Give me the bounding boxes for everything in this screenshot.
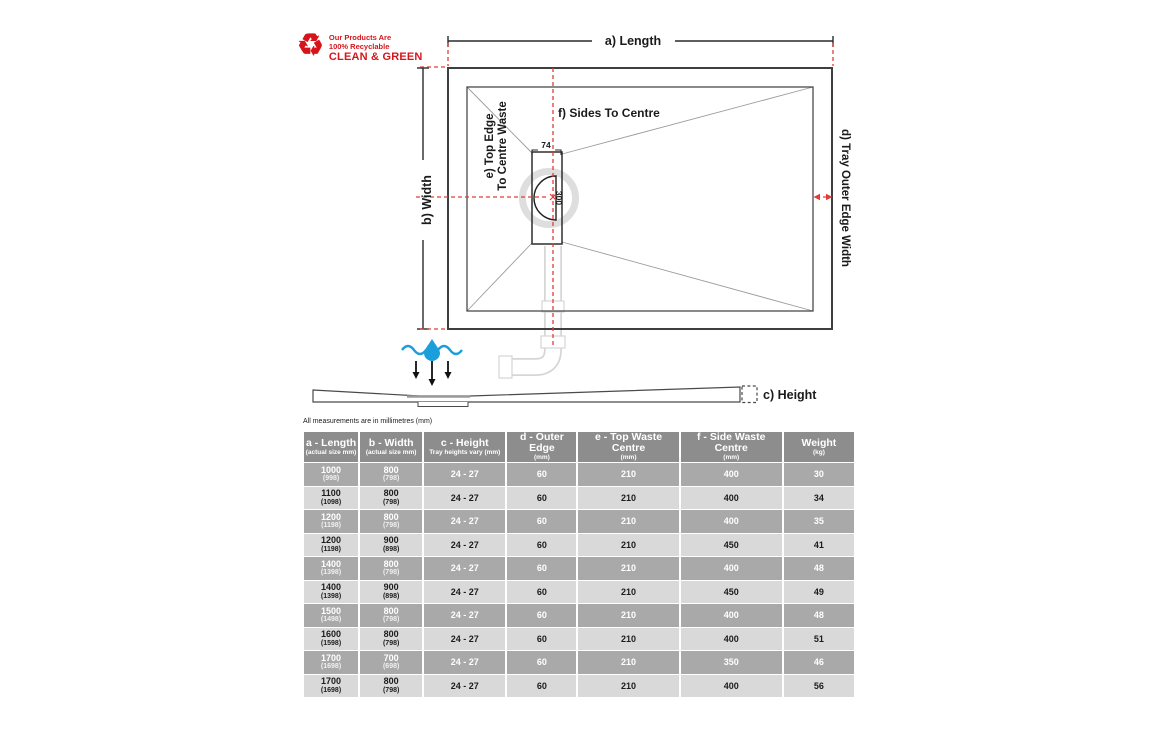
- cell-height: 24 - 27: [424, 604, 505, 627]
- logo-line3: CLEAN & GREEN: [328, 51, 423, 63]
- svg-text:To Centre Waste: To Centre Waste: [497, 101, 509, 191]
- cell-outer-edge: 60: [507, 557, 576, 580]
- cell-length: 1400 (1398): [304, 581, 358, 604]
- table-row: [304, 557, 854, 580]
- cell-side-waste: 400: [681, 628, 782, 651]
- spec-table: [302, 431, 856, 698]
- table-row: [304, 628, 854, 651]
- cell-weight: 41: [784, 534, 854, 557]
- cell-width: 800 (798): [360, 604, 422, 627]
- dimension-lines: [417, 36, 833, 329]
- header-side-waste-centre: f - Side Waste Centre (mm): [681, 432, 782, 462]
- width-label: b) Width: [420, 175, 434, 225]
- cell-width: 800 (798): [360, 487, 422, 510]
- cell-top-waste: 210: [578, 534, 678, 557]
- cell-height: 24 - 27: [424, 534, 505, 557]
- cell-width: 800 (798): [360, 510, 422, 533]
- cell-top-waste: 210: [578, 581, 678, 604]
- table-header-row: [304, 432, 854, 462]
- cell-top-waste: 210: [578, 675, 678, 698]
- cell-height: 24 - 27: [424, 487, 505, 510]
- height-label: c) Height: [763, 388, 817, 402]
- header-length: a - Length (actual size mm): [304, 432, 358, 462]
- cell-length: 1700 (1698): [304, 675, 358, 698]
- header-top-waste-centre: e - Top Waste Centre (mm): [578, 432, 678, 462]
- cell-top-waste: 210: [578, 557, 678, 580]
- table-row: [304, 463, 854, 486]
- table-row: [304, 604, 854, 627]
- water-drop-icon: [402, 339, 462, 361]
- svg-text:e) Top Edge: e) Top Edge: [484, 113, 496, 179]
- cell-side-waste: 400: [681, 510, 782, 533]
- cell-top-waste: 210: [578, 651, 678, 674]
- cell-outer-edge: 60: [507, 463, 576, 486]
- cell-height: 24 - 27: [424, 581, 505, 604]
- cell-top-waste: 210: [578, 510, 678, 533]
- cell-outer-edge: 60: [507, 675, 576, 698]
- cell-top-waste: 210: [578, 463, 678, 486]
- cell-weight: 56: [784, 675, 854, 698]
- header-outer-edge: d - Outer Edge (mm): [507, 432, 576, 462]
- cell-length: 1400 (1398): [304, 557, 358, 580]
- cell-top-waste: 210: [578, 628, 678, 651]
- cell-height: 24 - 27: [424, 557, 505, 580]
- recyclable-logo: [297, 31, 423, 63]
- cell-height: 24 - 27: [424, 651, 505, 674]
- table-row: [304, 534, 854, 557]
- cell-top-waste: 210: [578, 487, 678, 510]
- recycle-icon: ♻: [297, 29, 324, 62]
- height-bracket: [742, 386, 757, 403]
- logo-line2: 100% Recyclable: [328, 41, 390, 51]
- cell-outer-edge: 60: [507, 581, 576, 604]
- cell-outer-edge: 60: [507, 534, 576, 557]
- cell-outer-edge: 60: [507, 628, 576, 651]
- cell-side-waste: 400: [681, 557, 782, 580]
- cell-top-waste: 210: [578, 604, 678, 627]
- cell-height: 24 - 27: [424, 510, 505, 533]
- cell-side-waste: 350: [681, 651, 782, 674]
- cell-side-waste: 400: [681, 463, 782, 486]
- cell-side-waste: 450: [681, 534, 782, 557]
- cell-weight: 46: [784, 651, 854, 674]
- table-row: [304, 581, 854, 604]
- cell-height: 24 - 27: [424, 463, 505, 486]
- cell-weight: 49: [784, 581, 854, 604]
- header-weight: Weight (kg): [784, 432, 854, 462]
- tray-outer-edge-width-label: d) Tray Outer Edge Width: [839, 129, 851, 267]
- cell-length: 1500 (1498): [304, 604, 358, 627]
- cell-height: 24 - 27: [424, 628, 505, 651]
- cell-height: 24 - 27: [424, 675, 505, 698]
- table-row: [304, 675, 854, 698]
- cell-width: 800 (798): [360, 463, 422, 486]
- waste-length-dim: 300: [554, 190, 564, 206]
- cell-width: 800 (798): [360, 675, 422, 698]
- table-row: [304, 651, 854, 674]
- cell-weight: 48: [784, 604, 854, 627]
- cell-length: 1200 (1198): [304, 534, 358, 557]
- cell-side-waste: 450: [681, 581, 782, 604]
- cell-side-waste: 400: [681, 487, 782, 510]
- cell-length: 1100 (1098): [304, 487, 358, 510]
- tray-side-profile: [313, 386, 757, 407]
- sides-to-centre-label: f) Sides To Centre: [558, 106, 660, 120]
- cell-weight: 30: [784, 463, 854, 486]
- flow-arrows: [413, 361, 452, 386]
- cell-width: 800 (798): [360, 557, 422, 580]
- fall-lines: [467, 87, 813, 311]
- cell-length: 1700 (1698): [304, 651, 358, 674]
- length-label: a) Length: [604, 34, 662, 48]
- cell-side-waste: 400: [681, 675, 782, 698]
- waste-pipe-ghost: [499, 246, 565, 378]
- cell-outer-edge: 60: [507, 510, 576, 533]
- tray-inner-edge: [467, 87, 813, 311]
- cell-width: 900 (898): [360, 581, 422, 604]
- cell-width: 900 (898): [360, 534, 422, 557]
- cell-length: 1600 (1598): [304, 628, 358, 651]
- waste-width-dim: 74: [541, 140, 551, 150]
- cell-width: 800 (798): [360, 628, 422, 651]
- cell-weight: 34: [784, 487, 854, 510]
- cell-width: 700 (698): [360, 651, 422, 674]
- cell-length: 1000 (998): [304, 463, 358, 486]
- table-row: [304, 487, 854, 510]
- measurement-note: All measurements are in millimetres (mm): [303, 418, 433, 425]
- cell-weight: 51: [784, 628, 854, 651]
- cell-outer-edge: 60: [507, 651, 576, 674]
- header-height: c - Height Tray heights vary (mm): [424, 432, 505, 462]
- cell-weight: 48: [784, 557, 854, 580]
- logo-line1: Our Products Are: [328, 33, 392, 42]
- cell-length: 1200 (1198): [304, 510, 358, 533]
- top-edge-to-centre-waste-label: [484, 101, 509, 190]
- cell-weight: 35: [784, 510, 854, 533]
- table-row: [304, 510, 854, 533]
- cell-outer-edge: 60: [507, 604, 576, 627]
- header-width: b - Width (actual size mm): [360, 432, 422, 462]
- cell-side-waste: 400: [681, 604, 782, 627]
- cell-outer-edge: 60: [507, 487, 576, 510]
